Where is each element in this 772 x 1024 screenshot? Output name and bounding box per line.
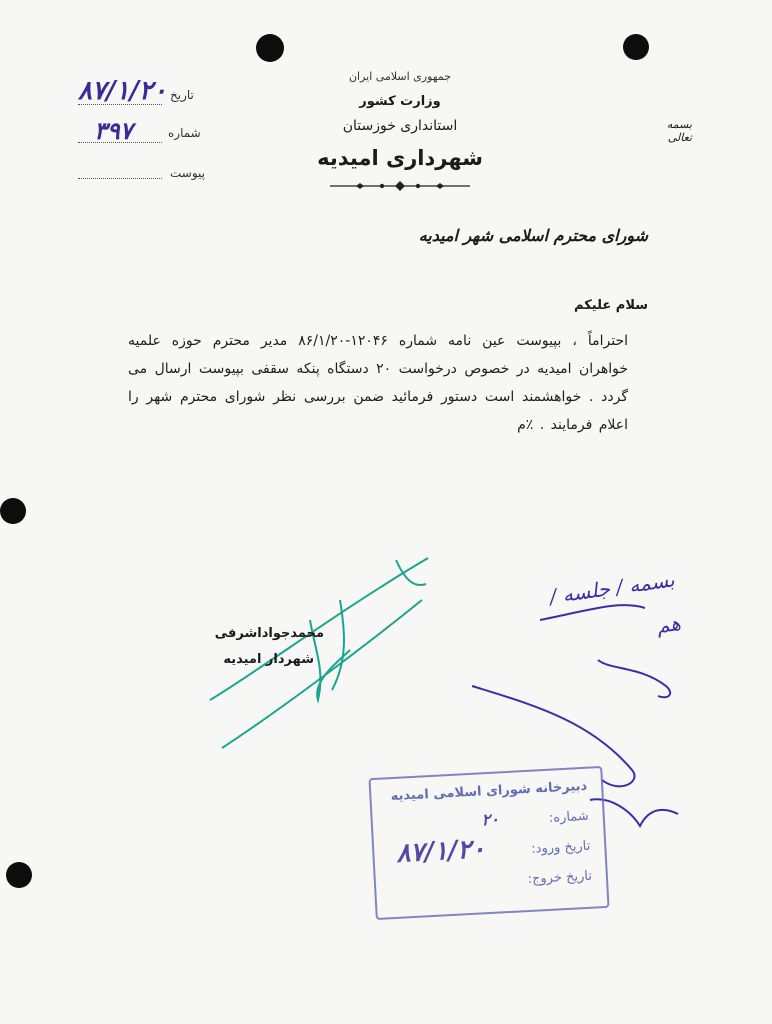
stamp-number-label: شماره: xyxy=(548,808,590,826)
ministry-title: وزارت کشور xyxy=(359,94,441,109)
header-ornament xyxy=(330,180,470,192)
scan-hole-top-left xyxy=(256,34,284,62)
scan-hole-top-right xyxy=(623,34,649,60)
council-secretariat-stamp xyxy=(368,766,609,920)
signatory-name: محمدجواداشرفی xyxy=(214,626,324,641)
republic-title: جمهوری اسلامی ایران xyxy=(348,70,452,83)
date-label: تاریخ xyxy=(170,88,194,102)
stamp-exit-label: تاریخ خروج: xyxy=(527,868,593,888)
handwritten-note: بسمه / جلسه / هم xyxy=(548,567,683,638)
stamp-number-value: ۲۰ xyxy=(481,809,500,830)
punch-hole-bottom xyxy=(6,862,32,888)
stamp-title: دبیرخانه شورای اسلامی امیدیه xyxy=(390,778,588,805)
number-label: شماره xyxy=(168,126,201,140)
municipality-title: شهرداری امیدیه xyxy=(317,146,483,170)
attachment-dotted-line xyxy=(78,178,162,179)
governorate-title: استانداری خوزستان xyxy=(342,118,458,134)
stamp-entry-value: ۸۷/۱/۲۰ xyxy=(395,834,486,869)
recipient-line: شورای محترم اسلامی شهر امیدیه xyxy=(418,226,648,245)
punch-hole-middle xyxy=(0,498,26,524)
greeting: سلام علیکم xyxy=(574,298,648,313)
letter-body: احتراماً ، بپیوست عین نامه شماره ۱۲۰۴۶-۸۶/۱/۲۰ مدیر محترم حوزه علمیه خواهران امیدیه در خصوص درخواست ۲۰ دستگاه پنکه سقفی بپیوست ارسال می گردد . خواهشمند است دستور فرمائید ضمن بررسی نظر شورای محترم شهر را اعلام فرمایند . ٪م xyxy=(128,333,629,433)
stamp-entry-label: تاریخ ورود: xyxy=(530,838,591,857)
attachment-label: پیوست xyxy=(170,166,205,180)
number-value: ۳۹۷ xyxy=(94,116,133,145)
basmala: بسمه تعالی xyxy=(666,118,692,144)
signature-mark xyxy=(200,540,440,760)
signatory-title: شهردار امیدیه xyxy=(223,652,314,667)
date-value: ۸۷/۱/۲۰ xyxy=(78,76,167,106)
